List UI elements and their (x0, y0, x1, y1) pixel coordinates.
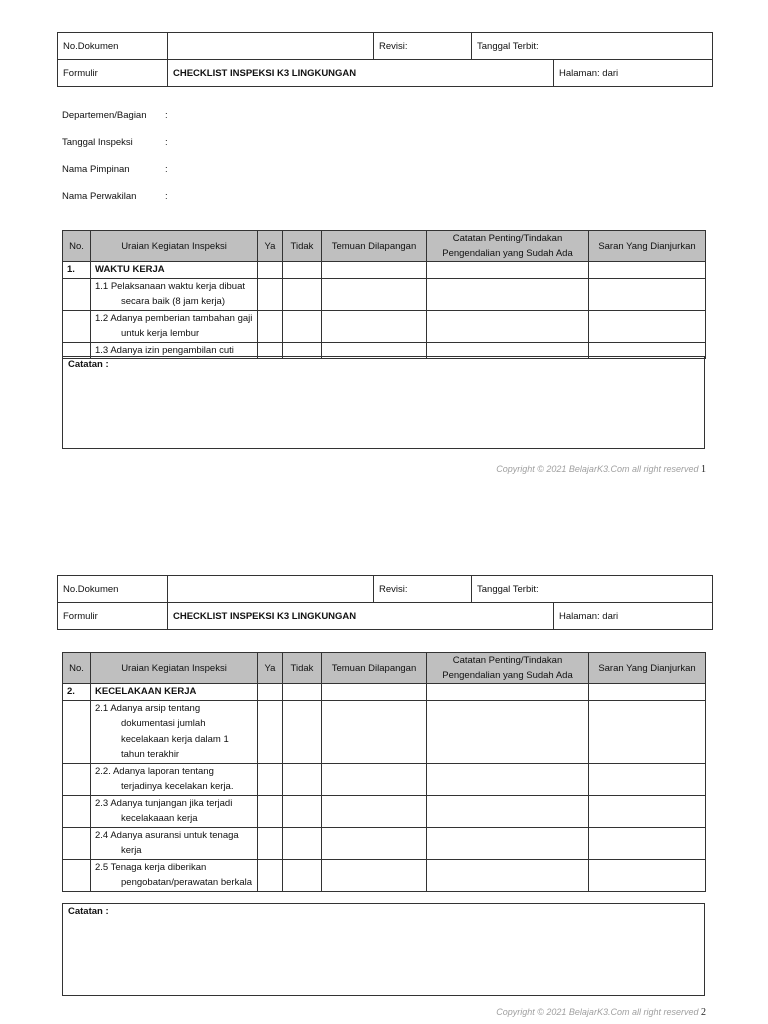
col-catatan: Catatan Penting/Tindakan Pengendalian yang Sudah Ada (427, 653, 589, 684)
table-row (63, 310, 706, 342)
temuan-cell[interactable] (322, 310, 427, 342)
col-uraian: Uraian Kegiatan Inspeksi (91, 231, 258, 262)
formulir-label: Formulir (58, 60, 168, 87)
info-tanggal-inspeksi: Tanggal Inspeksi : (62, 137, 168, 148)
saran-cell[interactable] (589, 795, 706, 827)
temuan-cell[interactable] (322, 795, 427, 827)
saran-cell[interactable] (589, 310, 706, 342)
ya-cell[interactable] (258, 278, 283, 310)
catatan-cell[interactable] (427, 763, 589, 795)
info-departemen: Departemen/Bagian : (62, 110, 168, 121)
col-uraian: Uraian Kegiatan Inspeksi (91, 653, 258, 684)
no-dokumen-label: No.Dokumen (58, 576, 168, 603)
document-header-page-1 (57, 32, 713, 87)
item-text: 1.2 Adanya pemberian tambahan gaji untuk kerja lembur (91, 310, 258, 342)
ya-cell[interactable] (258, 795, 283, 827)
temuan-cell[interactable] (322, 827, 427, 859)
notes-box[interactable] (62, 903, 705, 996)
col-catatan: Catatan Penting/Tindakan Pengendalian yang Sudah Ada (427, 231, 589, 262)
checklist-table-page-1 (62, 230, 706, 359)
tidak-cell[interactable] (283, 278, 322, 310)
col-no: No. (63, 231, 91, 262)
ya-cell[interactable] (258, 700, 283, 763)
saran-cell[interactable] (589, 700, 706, 763)
item-text: 2.4 Adanya asuransi untuk tenaga kerja (91, 827, 258, 859)
table-row (63, 827, 706, 859)
table-row (63, 859, 706, 891)
temuan-cell[interactable] (322, 859, 427, 891)
col-saran: Saran Yang Dianjurkan (589, 653, 706, 684)
section-row (63, 262, 706, 279)
col-no: No. (63, 653, 91, 684)
tidak-cell[interactable] (283, 859, 322, 891)
revisi-label: Revisi: (374, 576, 472, 603)
tanggal-terbit-label: Tanggal Terbit: (472, 576, 713, 603)
copyright-text: Copyright © 2021 BelajarK3.Com all right reserved (496, 464, 699, 474)
notes-label: Catatan : (68, 906, 109, 917)
catatan-cell[interactable] (427, 859, 589, 891)
table-row (63, 763, 706, 795)
notes-box[interactable] (62, 356, 705, 449)
saran-cell[interactable] (589, 827, 706, 859)
revisi-label: Revisi: (374, 33, 472, 60)
col-temuan: Temuan Dilapangan (322, 231, 427, 262)
halaman-label: Halaman: dari (554, 60, 713, 87)
item-text: 2.1 Adanya arsip tentang dokumentasi jumlah kecelakaan kerja dalam 1 tahun terakhir (91, 700, 258, 763)
tidak-cell[interactable] (283, 310, 322, 342)
page-number: 2 (701, 1007, 706, 1018)
tidak-cell[interactable] (283, 763, 322, 795)
section-number: 1. (63, 262, 91, 279)
no-dokumen-value (168, 33, 374, 60)
halaman-label: Halaman: dari (554, 603, 713, 630)
tanggal-terbit-label: Tanggal Terbit: (472, 33, 713, 60)
form-title: CHECKLIST INSPEKSI K3 LINGKUNGAN (168, 603, 554, 630)
item-text: 2.3 Adanya tunjangan jika terjadi kecelakaaan kerja (91, 795, 258, 827)
item-text: 1.3 Adanya izin pengambilan cuti (91, 342, 258, 359)
temuan-cell[interactable] (322, 763, 427, 795)
info-nama-perwakilan: Nama Perwakilan : (62, 191, 168, 202)
copyright-text: Copyright © 2021 BelajarK3.Com all right reserved (496, 1007, 699, 1017)
col-temuan: Temuan Dilapangan (322, 653, 427, 684)
table-row (63, 278, 706, 310)
temuan-cell[interactable] (322, 278, 427, 310)
info-nama-pimpinan: Nama Pimpinan : (62, 164, 168, 175)
table-row (63, 700, 706, 763)
saran-cell[interactable] (589, 278, 706, 310)
section-title: WAKTU KERJA (91, 262, 258, 279)
col-ya: Ya (258, 231, 283, 262)
section-row (63, 684, 706, 701)
catatan-cell[interactable] (427, 310, 589, 342)
tidak-cell[interactable] (283, 795, 322, 827)
section-title: KECELAKAAN KERJA (91, 684, 258, 701)
temuan-cell[interactable] (322, 700, 427, 763)
notes-label: Catatan : (68, 359, 109, 370)
ya-cell[interactable] (258, 859, 283, 891)
col-ya: Ya (258, 653, 283, 684)
checklist-table-page-2 (62, 652, 706, 892)
catatan-cell[interactable] (427, 795, 589, 827)
form-title: CHECKLIST INSPEKSI K3 LINGKUNGAN (168, 60, 554, 87)
table-row (63, 795, 706, 827)
saran-cell[interactable] (589, 859, 706, 891)
page-number: 1 (701, 464, 706, 475)
item-text: 2.2. Adanya laporan tentang terjadinya kecelakan kerja. (91, 763, 258, 795)
ya-cell[interactable] (258, 763, 283, 795)
no-dokumen-value (168, 576, 374, 603)
col-tidak: Tidak (283, 653, 322, 684)
catatan-cell[interactable] (427, 278, 589, 310)
ya-cell[interactable] (258, 827, 283, 859)
tidak-cell[interactable] (283, 827, 322, 859)
item-text: 2.5 Tenaga kerja diberikan pengobatan/perawatan berkala (91, 859, 258, 891)
section-number: 2. (63, 684, 91, 701)
catatan-cell[interactable] (427, 700, 589, 763)
catatan-cell[interactable] (427, 827, 589, 859)
copyright-footer (496, 1007, 706, 1018)
item-text: 1.1 Pelaksanaan waktu kerja dibuat secara baik (8 jam kerja) (91, 278, 258, 310)
document-header-page-2 (57, 575, 713, 630)
no-dokumen-label: No.Dokumen (58, 33, 168, 60)
copyright-footer (496, 464, 706, 475)
ya-cell[interactable] (258, 310, 283, 342)
tidak-cell[interactable] (283, 700, 322, 763)
saran-cell[interactable] (589, 763, 706, 795)
formulir-label: Formulir (58, 603, 168, 630)
col-saran: Saran Yang Dianjurkan (589, 231, 706, 262)
col-tidak: Tidak (283, 231, 322, 262)
